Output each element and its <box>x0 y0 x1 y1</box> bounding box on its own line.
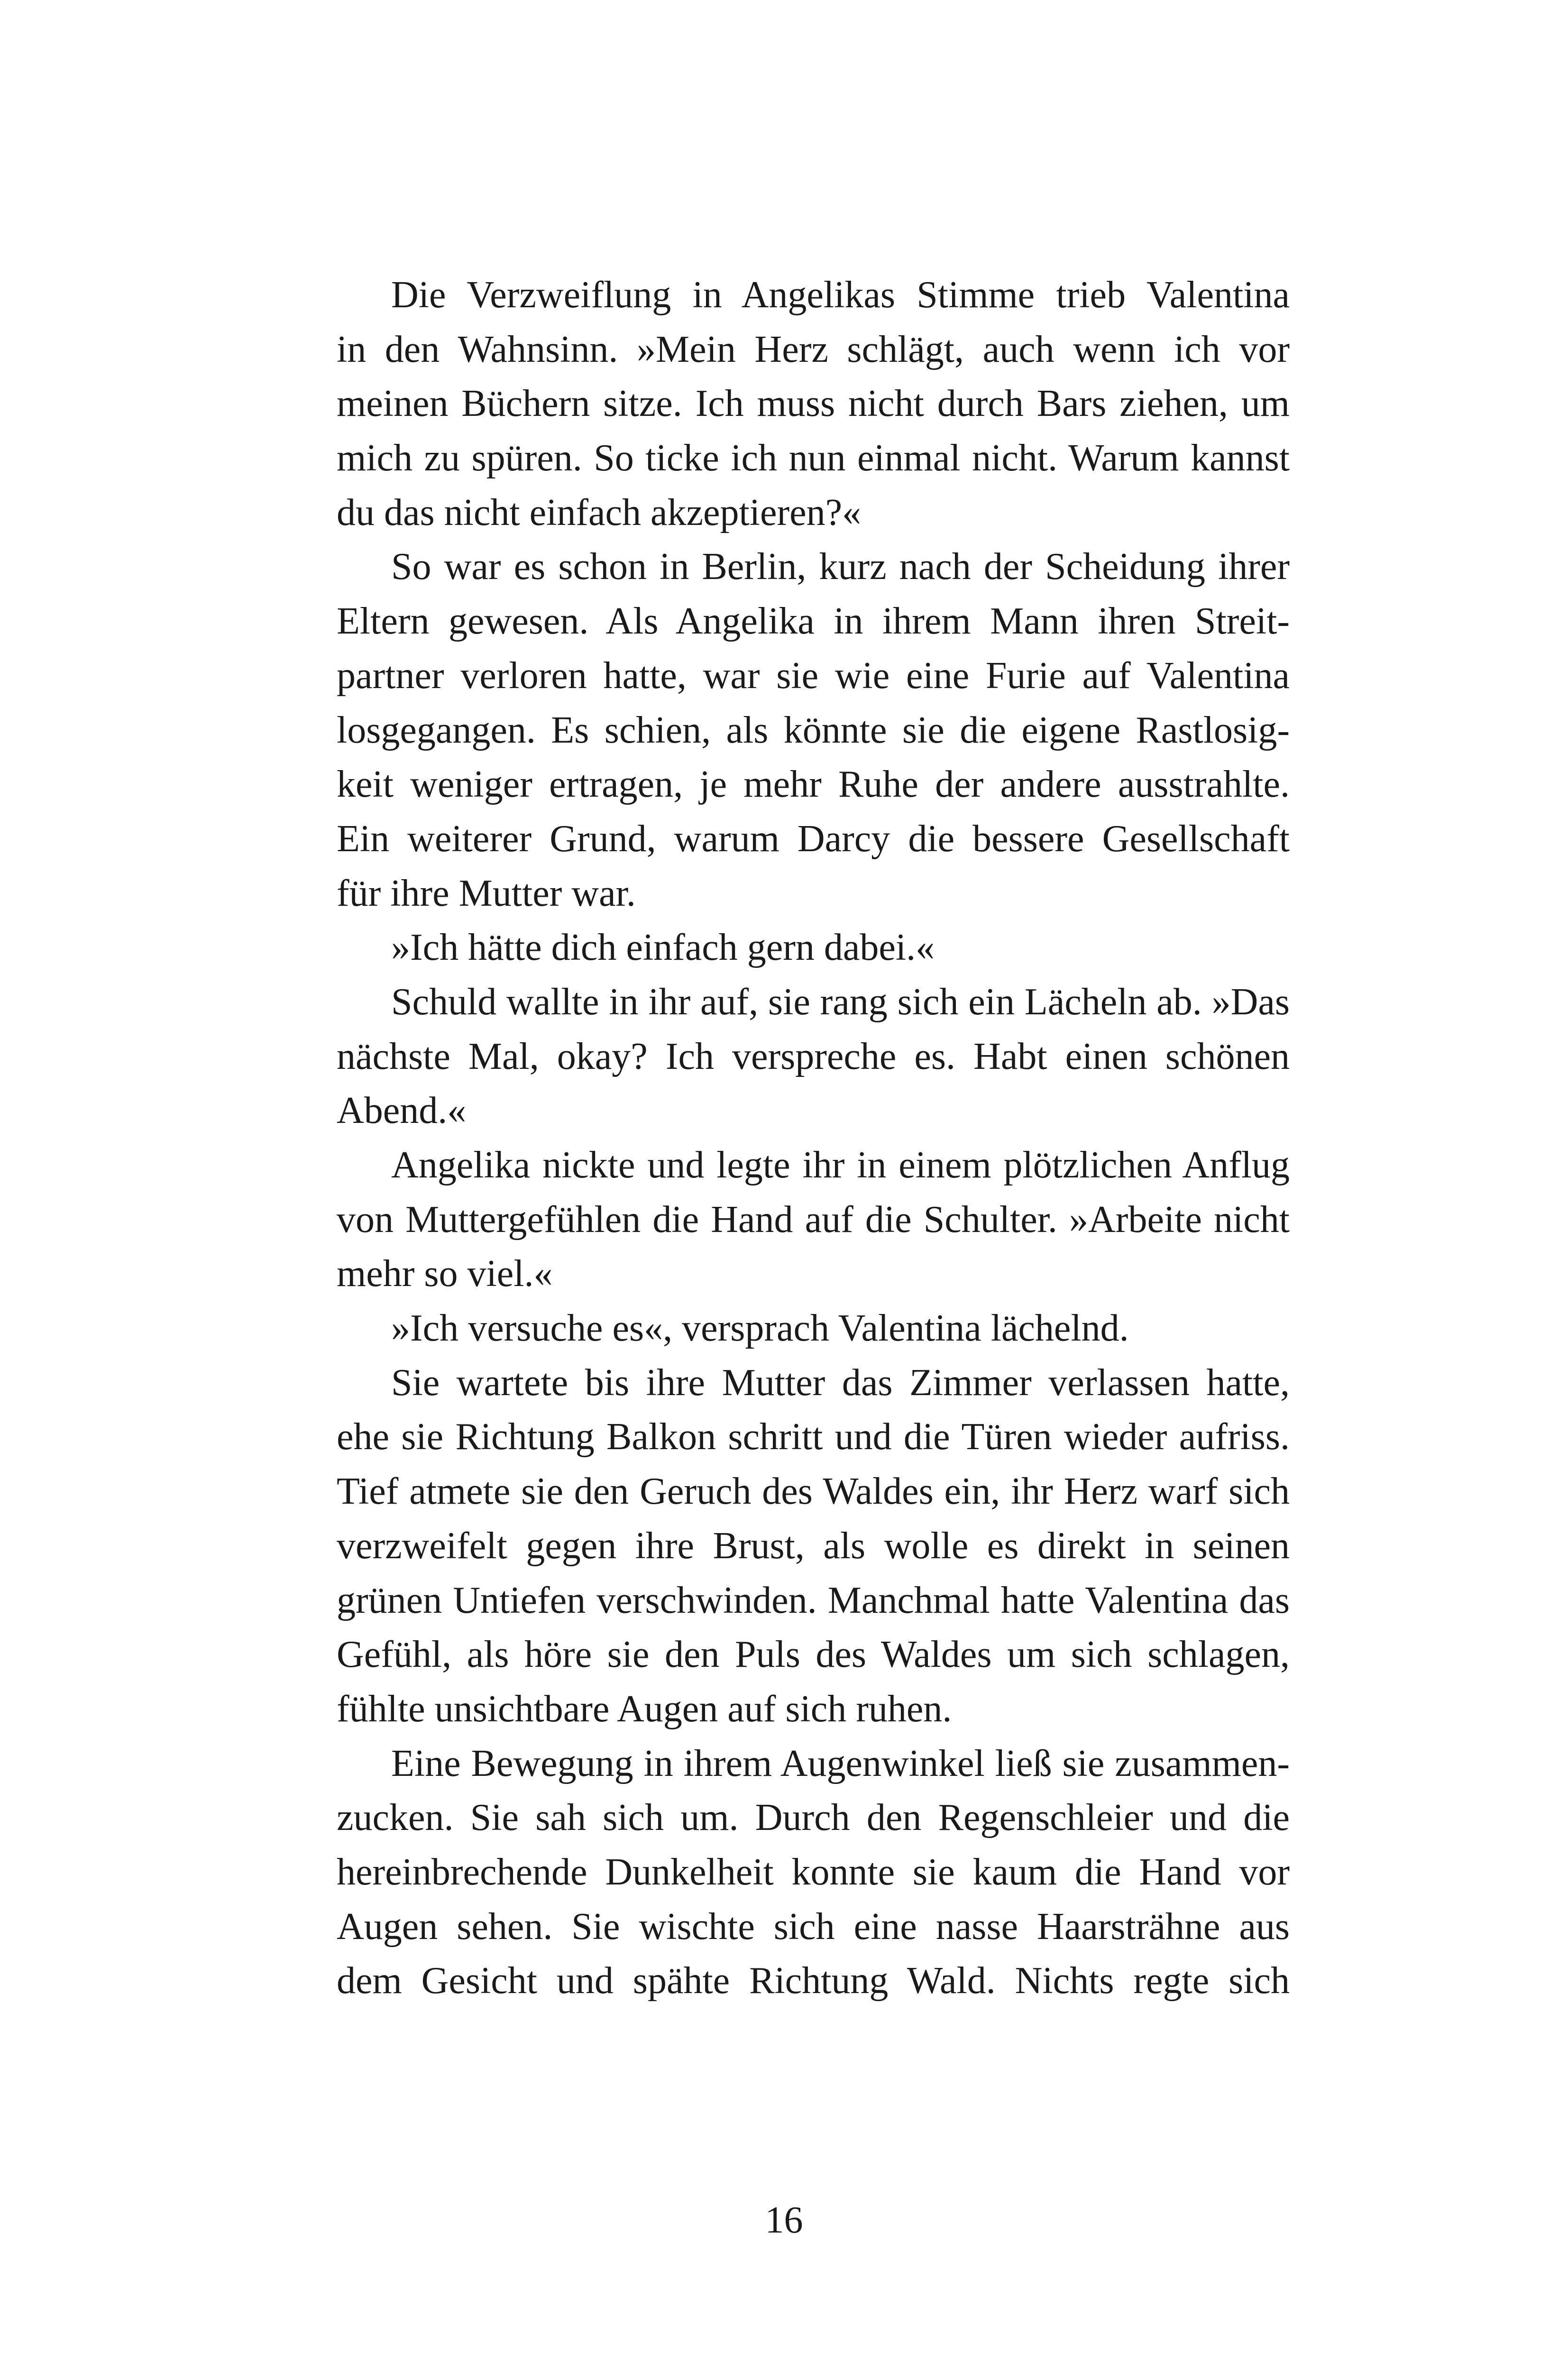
body-text <box>337 268 1290 2008</box>
text-line: keit weniger ertragen, je mehr Ruhe der andere ausstrahlte. <box>337 763 1290 806</box>
text-line: du das nicht einfach akzeptieren?« <box>337 491 862 533</box>
text-line: hereinbrechende Dunkelheit konnte sie kaum die Hand vor <box>337 1851 1290 1893</box>
text-line: Die Verzweiflung in Angelikas Stimme trieb Valentina <box>391 274 1290 316</box>
text-line: verzweifelt gegen ihre Brust, als wolle es direkt in seinen <box>337 1525 1290 1567</box>
text-line: mich zu spüren. So ticke ich nun einmal nicht. Warum kannst <box>337 437 1290 479</box>
text-line: »Ich hätte dich einfach gern dabei.« <box>391 927 935 969</box>
text-line: »Ich versuche es«, versprach Valentina lächelnd. <box>391 1307 1129 1350</box>
text-line: Augen sehen. Sie wischte sich eine nasse Haarsträhne aus <box>337 1905 1290 1948</box>
text-line: grünen Untiefen verschwinden. Manchmal hatte Valentina das <box>337 1579 1290 1621</box>
text-line: Eltern gewesen. Als Angelika in ihrem Mann ihren Streit- <box>337 600 1290 643</box>
text-line: Abend.« <box>337 1090 467 1132</box>
text-line: von Muttergefühlen die Hand auf die Schulter. »Arbeite nicht <box>337 1198 1290 1241</box>
text-line: für ihre Mutter war. <box>337 872 636 914</box>
text-line: Angelika nickte und legte ihr in einem plötzlichen Anflug <box>391 1144 1290 1186</box>
text-line: mehr so viel.« <box>337 1253 553 1295</box>
text-line: Sie wartete bis ihre Mutter das Zimmer verlassen hatte, <box>391 1361 1290 1404</box>
text-line: Tief atmete sie den Geruch des Waldes ein, ihr Herz warf sich <box>337 1470 1290 1513</box>
text-line: zucken. Sie sah sich um. Durch den Regenschleier und die <box>337 1797 1290 1839</box>
text-line: losgegangen. Es schien, als könnte sie die eigene Rastlosig- <box>337 709 1290 751</box>
text-line: Schuld wallte in ihr auf, sie rang sich ein Lächeln ab. »Das <box>391 981 1290 1023</box>
text-line: Ein weiterer Grund, warum Darcy die bessere Gesellschaft <box>337 818 1290 860</box>
text-line: nächste Mal, okay? Ich verspreche es. Habt einen schönen <box>337 1035 1290 1077</box>
text-line: Eine Bewegung in ihrem Augenwinkel ließ sie zusammen- <box>391 1742 1290 1784</box>
text-line: fühlte unsichtbare Augen auf sich ruhen. <box>337 1688 952 1730</box>
text-line: partner verloren hatte, war sie wie eine Furie auf Valentina <box>337 654 1290 697</box>
text-line: ehe sie Richtung Balkon schritt und die Türen wieder aufriss. <box>337 1416 1290 1458</box>
text-line: Gefühl, als höre sie den Puls des Waldes um sich schlagen, <box>337 1634 1290 1676</box>
text-line: in den Wahnsinn. »Mein Herz schlägt, auch wenn ich vor <box>337 328 1290 370</box>
text-line: So war es schon in Berlin, kurz nach der Scheidung ihrer <box>391 546 1290 588</box>
text-line: dem Gesicht und spähte Richtung Wald. Nichts regte sich <box>337 1960 1290 2002</box>
page-number: 16 <box>765 2199 803 2241</box>
text-line: meinen Büchern sitze. Ich muss nicht durch Bars ziehen, um <box>337 383 1290 425</box>
